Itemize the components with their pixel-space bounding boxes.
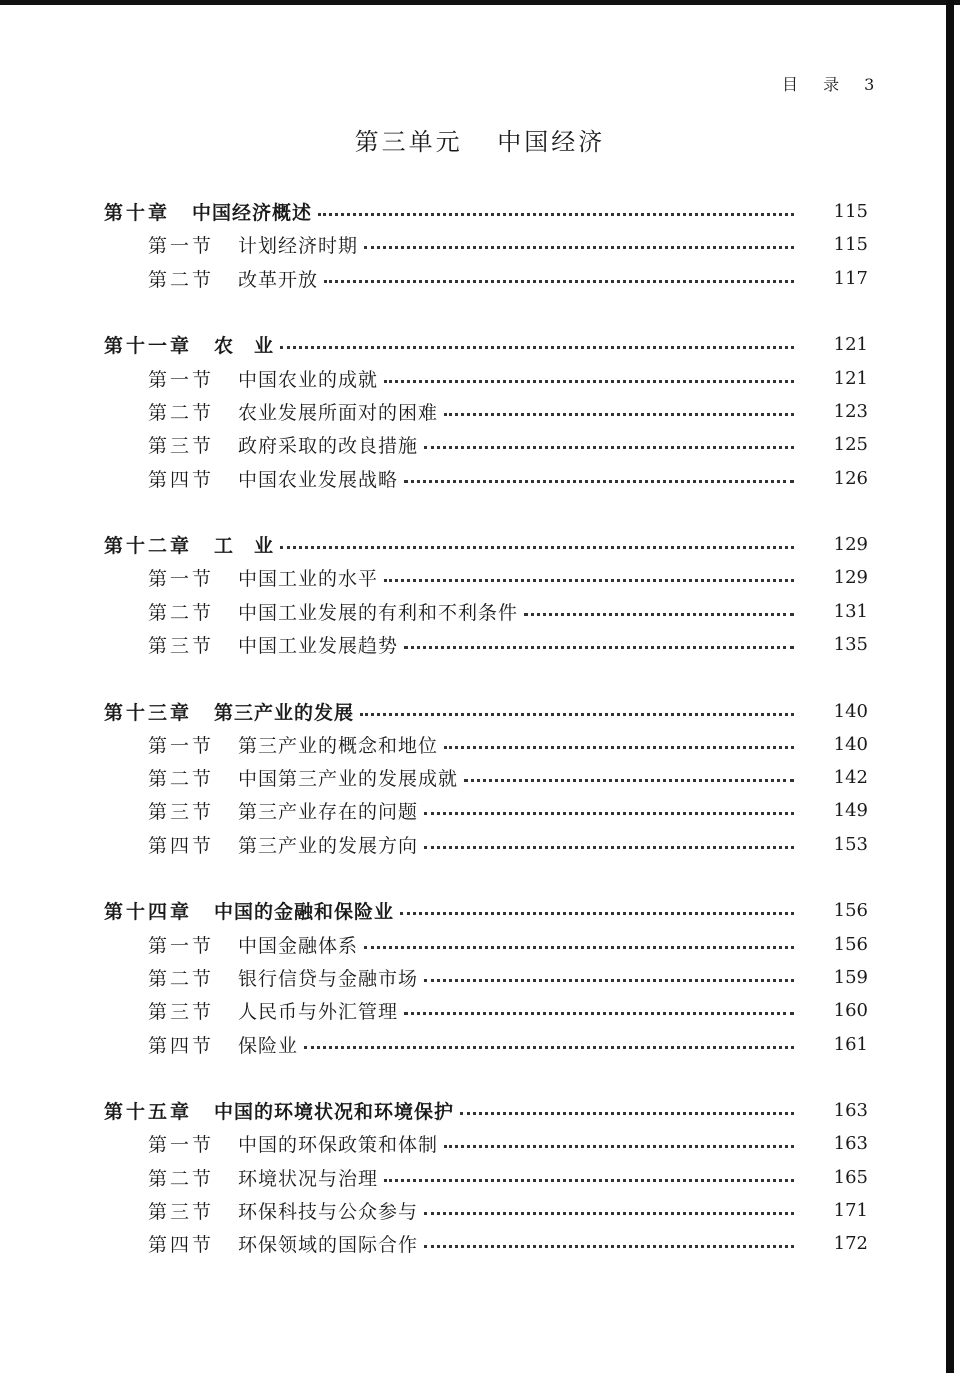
- section-title: 环境状况与治理: [238, 1167, 379, 1190]
- section-label: 第三节: [148, 801, 215, 824]
- toc-chapter-entry[interactable]: [0, 528, 960, 561]
- toc-section-entry[interactable]: [0, 728, 960, 761]
- chapter-title: 中国的金融和保险业: [214, 901, 395, 924]
- unit-title: 第三单元 中国经济: [354, 128, 606, 156]
- spacer: [0, 1061, 960, 1094]
- section-label: 第三节: [148, 1001, 215, 1024]
- page-number: 125: [833, 434, 868, 456]
- section-label: 第二节: [148, 601, 215, 624]
- dot-leader: [524, 613, 794, 616]
- section-label: 第三节: [148, 435, 215, 458]
- chapter-title: 中国的环境状况和环境保护: [214, 1101, 455, 1124]
- toc-section-entry[interactable]: [0, 761, 960, 794]
- section-title: 农业发展所面对的困难: [238, 401, 439, 424]
- dot-leader: [424, 846, 794, 849]
- toc-section-entry[interactable]: [0, 994, 960, 1027]
- scan-top-edge: [0, 0, 960, 5]
- dot-leader: [280, 546, 794, 549]
- section-label: 第一节: [148, 568, 215, 591]
- dot-leader: [400, 912, 794, 915]
- toc-section-entry[interactable]: [0, 595, 960, 628]
- chapter-label: 第十三章: [104, 701, 193, 724]
- section-title: 中国工业的水平: [238, 568, 379, 591]
- section-title: 中国农业发展战略: [238, 468, 399, 491]
- toc-chapter-entry[interactable]: [0, 694, 960, 727]
- section-title: 中国农业的成就: [238, 368, 379, 391]
- toc-chapter-entry[interactable]: [0, 328, 960, 361]
- page-number: 156: [833, 900, 868, 922]
- section-title: 中国工业发展的有利和不利条件: [238, 601, 519, 624]
- dot-leader: [384, 1179, 794, 1182]
- toc-section-entry[interactable]: [0, 1194, 960, 1227]
- page-number: 129: [833, 567, 868, 589]
- page-number: 126: [833, 467, 868, 489]
- toc-section-entry[interactable]: [0, 1227, 960, 1260]
- section-label: 第四节: [148, 468, 215, 491]
- chapter-title: 工 业: [214, 535, 275, 558]
- page-number: 129: [833, 534, 868, 556]
- section-label: 第二节: [148, 401, 215, 424]
- page-number: 161: [833, 1033, 868, 1055]
- dot-leader: [364, 246, 794, 249]
- page-number: 163: [833, 1133, 868, 1155]
- section-label: 第三节: [148, 635, 215, 657]
- toc-section-entry[interactable]: [0, 961, 960, 994]
- section-label: 第一节: [148, 1134, 215, 1157]
- section-title: 第三产业的发展方向: [238, 834, 419, 857]
- page-number: 117: [833, 267, 868, 289]
- page-number: 115: [833, 201, 868, 223]
- section-title: 计划经济时期: [238, 235, 359, 258]
- section-label: 第二节: [148, 967, 215, 990]
- section-title: 人民币与外汇管理: [238, 1001, 399, 1024]
- section-title: 中国工业发展趋势: [238, 635, 399, 657]
- toc-section-entry[interactable]: [0, 395, 960, 428]
- chapter-label: 第十五章: [104, 1101, 193, 1124]
- spacer: [0, 861, 960, 894]
- spacer: [0, 495, 960, 528]
- page-number: 121: [833, 367, 868, 389]
- page-number: 156: [833, 933, 868, 955]
- page-number: 171: [833, 1200, 868, 1222]
- section-title: 改革开放: [238, 268, 319, 291]
- section-title: 第三产业存在的问题: [238, 801, 419, 824]
- dot-leader: [384, 579, 794, 582]
- toc-chapter-entry[interactable]: [0, 894, 960, 927]
- dot-leader: [424, 979, 794, 982]
- page-number: 115: [833, 234, 868, 256]
- dot-leader: [444, 746, 794, 749]
- section-title: 银行信贷与金融市场: [238, 967, 419, 990]
- page-number: 121: [833, 334, 868, 356]
- section-label: 第二节: [148, 768, 215, 791]
- toc-section-entry[interactable]: [0, 828, 960, 861]
- section-label: 第四节: [148, 834, 215, 857]
- toc-chapter-entry[interactable]: [0, 1094, 960, 1127]
- dot-leader: [444, 413, 794, 416]
- section-title: 中国的环保政策和体制: [238, 1134, 439, 1157]
- toc-section-entry[interactable]: [0, 428, 960, 461]
- section-title: 中国第三产业的发展成就: [238, 768, 459, 791]
- page-number: 123: [833, 400, 868, 422]
- section-title: 环保领域的国际合作: [238, 1234, 419, 1257]
- toc-section-entry[interactable]: [0, 561, 960, 594]
- toc-section-entry[interactable]: [0, 928, 960, 961]
- dot-leader: [304, 1046, 794, 1049]
- toc-section-entry[interactable]: [0, 461, 960, 494]
- dot-leader: [464, 779, 794, 782]
- dot-leader: [444, 1145, 794, 1148]
- page-number: 131: [833, 600, 868, 622]
- section-label: 第三节: [148, 1201, 215, 1224]
- section-title: 中国金融体系: [238, 934, 359, 957]
- page-number: 140: [833, 733, 868, 755]
- section-label: 第四节: [148, 1234, 215, 1257]
- chapter-title: 第三产业的发展: [214, 701, 355, 724]
- table-of-contents: [0, 195, 960, 1261]
- toc-section-entry[interactable]: [0, 1127, 960, 1160]
- toc-section-entry[interactable]: [0, 1161, 960, 1194]
- section-label: 第一节: [148, 368, 215, 391]
- dot-leader: [404, 646, 794, 649]
- page-number: 149: [833, 800, 868, 822]
- page-number: 153: [833, 833, 868, 855]
- toc-chapter-entry[interactable]: [0, 195, 960, 228]
- spacer: [0, 661, 960, 694]
- chapter-title: 农 业: [214, 335, 275, 358]
- page-number: 163: [833, 1100, 868, 1122]
- dot-leader: [280, 346, 794, 349]
- toc-section-entry[interactable]: [0, 262, 960, 295]
- dot-leader: [318, 213, 794, 216]
- running-head: 目 录 3: [782, 75, 885, 94]
- page-number: 159: [833, 966, 868, 988]
- page-number: 165: [833, 1166, 868, 1188]
- section-label: 第二节: [148, 1167, 215, 1190]
- dot-leader: [460, 1112, 794, 1115]
- section-label: 第一节: [148, 734, 215, 757]
- toc-section-entry[interactable]: [0, 1027, 960, 1060]
- section-title: 环保科技与公众参与: [238, 1201, 419, 1224]
- dot-leader: [404, 1012, 794, 1015]
- dot-leader: [424, 1212, 794, 1215]
- dot-leader: [424, 812, 794, 815]
- chapter-label: 第十章: [104, 202, 171, 225]
- dot-leader: [360, 713, 794, 716]
- toc-section-entry[interactable]: [0, 794, 960, 827]
- toc-section-entry[interactable]: [0, 628, 960, 661]
- spacer: [0, 295, 960, 328]
- chapter-title: 中国经济概述: [192, 202, 313, 225]
- page-number: 160: [833, 1000, 868, 1022]
- section-title: 政府采取的改良措施: [238, 435, 419, 458]
- chapter-label: 第十四章: [104, 901, 193, 924]
- dot-leader: [424, 1245, 794, 1248]
- dot-leader: [384, 380, 794, 383]
- section-title: 第三产业的概念和地位: [238, 734, 439, 757]
- section-label: 第二节: [148, 268, 215, 291]
- page-number: 135: [833, 634, 868, 655]
- page-number: 142: [833, 767, 868, 789]
- section-label: 第一节: [148, 934, 215, 957]
- dot-leader: [424, 446, 794, 449]
- page-number: 172: [833, 1233, 868, 1255]
- chapter-label: 第十一章: [104, 335, 193, 358]
- section-label: 第四节: [148, 1034, 215, 1057]
- chapter-label: 第十二章: [104, 535, 193, 558]
- toc-section-entry[interactable]: [0, 228, 960, 261]
- page-number: 140: [833, 700, 868, 722]
- section-title: 保险业: [238, 1034, 299, 1057]
- toc-section-entry[interactable]: [0, 361, 960, 394]
- dot-leader: [404, 480, 794, 483]
- dot-leader: [364, 946, 794, 949]
- section-label: 第一节: [148, 235, 215, 258]
- dot-leader: [324, 280, 794, 283]
